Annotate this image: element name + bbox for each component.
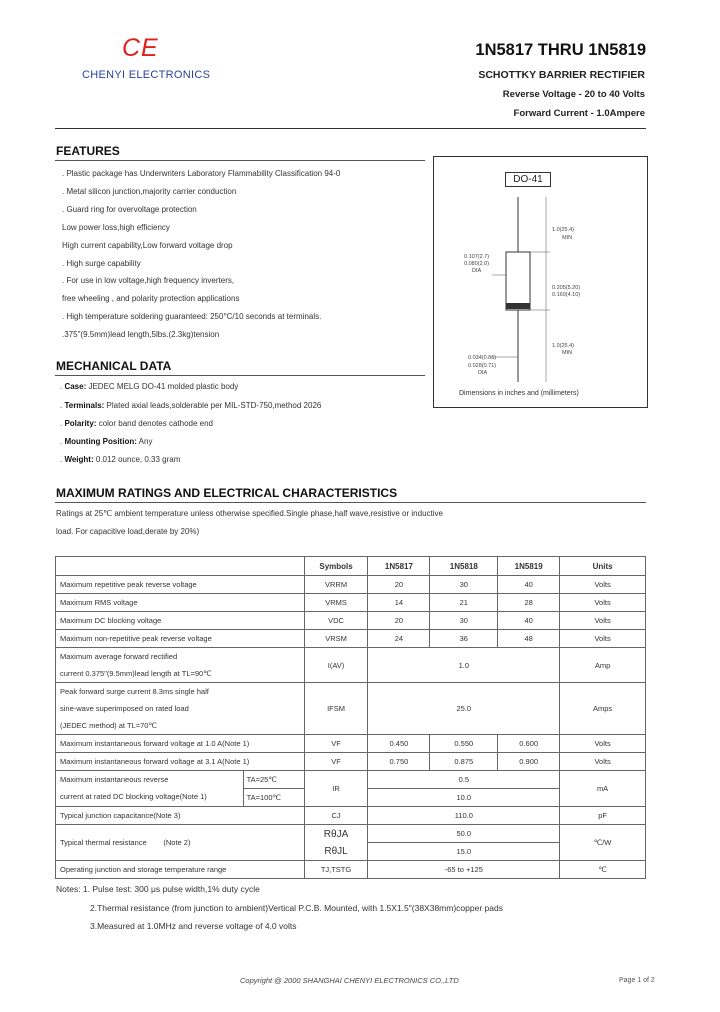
ratings-note-1: Ratings at 25℃ ambient temperature unless otherwise specified.Single phase,half wave,resistive or inductive [56, 509, 443, 518]
features-underline [55, 160, 425, 161]
value-cell: 40 [498, 576, 560, 594]
param-cell: Maximum RMS voltage [56, 594, 305, 612]
value-cell: 0.600 [498, 735, 560, 753]
value-cell: 30 [430, 612, 498, 630]
value-cell: 0.875 [430, 753, 498, 771]
dim-body-dia-a: 0.107(2.7) [464, 254, 490, 260]
value-cell: 0.550 [430, 735, 498, 753]
feature-item: . For use in low voltage,high frequency inverters, [62, 276, 235, 285]
mech-item-mounting: . Mounting Position: Any [60, 437, 153, 446]
table-row [56, 576, 646, 594]
value-cell: 28 [498, 594, 560, 612]
value-cell: 20 [368, 576, 430, 594]
param-cell: Peak forward surge current 8.3ms single half sine-wave superimposed on rated load (JEDEC method) at TL=70℃ [56, 683, 305, 735]
feature-item: . High surge capability [62, 259, 141, 268]
table-row [56, 630, 646, 648]
reverse-voltage-spec: Reverse Voltage - 20 to 40 Volts [502, 89, 645, 100]
mechanical-underline [55, 375, 425, 376]
header-cell: 1N5819 [498, 557, 560, 576]
ir-temp-25: TA=25℃ [244, 771, 304, 789]
symbol-cell: VRSM [304, 630, 368, 648]
unit-cell: Amps [560, 683, 646, 735]
param-cell: Maximum repetitive peak reverse voltage [56, 576, 305, 594]
dim-wire-dia-unit: DIA [478, 370, 488, 376]
value-cell: 48 [498, 630, 560, 648]
part-title: 1N5817 THRU 1N5819 [475, 41, 646, 59]
dim-body-len-a: 0.205(5.20) [552, 285, 581, 291]
dim-lead-bot: 1.0(25.4) [552, 343, 575, 349]
feature-item: High current capability,Low forward voltage drop [62, 241, 233, 250]
dim-wire-dia-b: 0.028(0.71) [468, 363, 497, 369]
product-subtitle: SCHOTTKY BARRIER RECTIFIER [478, 69, 645, 81]
unit-cell: Volts [560, 630, 646, 648]
table-row [56, 612, 646, 630]
mechanical-heading: MECHANICAL DATA [56, 359, 172, 373]
param-cell: Maximum instantaneous forward voltage at 3.1 A(Note 1) [56, 753, 305, 771]
value-cell: 25.0 [368, 683, 560, 735]
symbol-cell: CJ [304, 807, 368, 825]
mech-item-polarity: . Polarity: color band denotes cathode end [60, 419, 214, 428]
param-cell: Operating junction and storage temperature range [56, 861, 305, 879]
value-cell: 0.750 [368, 753, 430, 771]
value-cell: 0.5 10.0 [368, 771, 560, 807]
table-row [56, 648, 646, 683]
ir-temp-100: TA=100℃ [246, 793, 281, 802]
company-logo: CE [122, 34, 159, 62]
feature-item: . High temperature soldering guaranteed: 250°C/10 seconds at terminals. [62, 312, 322, 321]
value-cell: 30 [430, 576, 498, 594]
value-cell: 21 [430, 594, 498, 612]
feature-item: . Guard ring for overvoltage protection [62, 205, 197, 214]
param-cell: Maximum instantaneous forward voltage at 1.0 A(Note 1) [56, 735, 305, 753]
feature-item: .375"(9.5mm)lead length,5lbs.(2.3kg)tension [62, 330, 220, 339]
header-cell: Units [560, 557, 646, 576]
unit-cell: Volts [560, 594, 646, 612]
header-divider [55, 128, 646, 129]
symbol-cell: VDC [304, 612, 368, 630]
value-cell: -65 to +125 [368, 861, 560, 879]
diode-drawing [434, 157, 647, 407]
note-2: 2.Thermal resistance (from junction to ambient)Vertical P.C.B. Mounted, with 1.5X1.5"(38X38mm)copper pads [90, 903, 503, 913]
dim-lead-top-min: MIN [562, 235, 573, 241]
package-diagram [433, 156, 648, 408]
symbol-cell: RθJA RθJL [304, 825, 368, 861]
unit-cell: mA [560, 771, 646, 807]
feature-item: . Plastic package has Underwriters Laboratory Flammability Classification 94-0 [62, 169, 341, 178]
unit-cell: ℃ [560, 861, 646, 879]
value-cell: 14 [368, 594, 430, 612]
features-heading: FEATURES [56, 144, 120, 158]
mech-item-case: . Case: JEDEC MELG DO-41 molded plastic body [60, 382, 239, 391]
forward-current-spec: Forward Current - 1.0Ampere [513, 108, 645, 119]
symbol-cell: TJ,TSTG [304, 861, 368, 879]
param-cell: Maximum instantaneous reverse current at rated DC blocking voltage(Note 1) TA=25℃ TA=100℃ [56, 771, 305, 807]
value-cell: 110.0 [368, 807, 560, 825]
note-3: 3.Measured at 1.0MHz and reverse voltage of 4.0 volts [90, 921, 297, 931]
table-row [56, 771, 646, 807]
mech-item-weight: . Weight: 0.012 ounce, 0.33 gram [60, 455, 181, 464]
feature-item: . Metal silicon junction,majority carrier conduction [62, 187, 237, 196]
value-cell: 50.0 15.0 [368, 825, 560, 861]
symbol-cell: I(AV) [304, 648, 368, 683]
ratings-table [55, 556, 646, 879]
param-cell: Typical junction capacitance(Note 3) [56, 807, 305, 825]
package-label: DO-41 [505, 172, 551, 187]
header-cell: 1N5818 [430, 557, 498, 576]
symbol-cell: VF [304, 753, 368, 771]
param-cell: Maximum average forward rectified current 0.375"(9.5mm)lead length at TL=90℃ [56, 648, 305, 683]
diagram-caption: Dimensions in inches and (millimeters) [459, 390, 579, 397]
unit-cell: Volts [560, 612, 646, 630]
value-cell: 1.0 [368, 648, 560, 683]
symbol-cell: IR [304, 771, 368, 807]
symbol-cell: VRMS [304, 594, 368, 612]
mech-item-terminals: . Terminals: Plated axial leads,solderable per MIL-STD-750,method 2026 [60, 401, 322, 410]
symbol-cell: VRRM [304, 576, 368, 594]
symbol-cell: IFSM [304, 683, 368, 735]
param-cell: Typical thermal resistance (Note 2) [56, 825, 305, 861]
unit-cell: Volts [560, 576, 646, 594]
page-number: Page 1 of 2 [619, 977, 655, 984]
value-cell: 0.900 [498, 753, 560, 771]
value-cell: 36 [430, 630, 498, 648]
value-cell: 20 [368, 612, 430, 630]
ratings-heading: MAXIMUM RATINGS AND ELECTRICAL CHARACTERISTICS [56, 486, 398, 500]
ratings-underline [55, 502, 646, 503]
dim-lead-bot-min: MIN [562, 350, 573, 356]
copyright: Copyright @ 2000 SHANGHAI CHENYI ELECTRONICS CO.,LTD [240, 976, 459, 985]
table-row [56, 861, 646, 879]
unit-cell: pF [560, 807, 646, 825]
feature-item: free wheeling , and polarity protection applications [62, 294, 240, 303]
symbol-cell: VF [304, 735, 368, 753]
table-row [56, 807, 646, 825]
param-cell: Maximum non-repetitive peak reverse voltage [56, 630, 305, 648]
unit-cell: Volts [560, 753, 646, 771]
dim-wire-dia-a: 0.034(0.86) [468, 355, 497, 361]
ratings-note-2: load. For capacitive load,derate by 20%) [56, 527, 200, 536]
table-row [56, 825, 646, 861]
value-cell: 40 [498, 612, 560, 630]
company-name: CHENYI ELECTRONICS [82, 69, 211, 81]
dim-body-dia-b: 0.080(2.0) [464, 261, 490, 267]
table-header-row [56, 557, 646, 576]
value-cell: 24 [368, 630, 430, 648]
table-row [56, 683, 646, 735]
header-cell [56, 557, 305, 576]
unit-cell: ℃/W [560, 825, 646, 861]
table-row [56, 735, 646, 753]
note-1: Notes: 1. Pulse test: 300 μs pulse width,1% duty cycle [56, 884, 260, 894]
dim-lead-top: 1.0(25.4) [552, 227, 575, 233]
dim-body-len-b: 0.160(4.10) [552, 292, 581, 298]
param-cell: Maximum DC blocking voltage [56, 612, 305, 630]
unit-cell: Volts [560, 735, 646, 753]
table-row [56, 594, 646, 612]
table-row [56, 753, 646, 771]
dim-body-dia-unit: DIA [472, 268, 482, 274]
feature-item: Low power loss,high efficiency [62, 223, 170, 232]
header-cell: 1N5817 [368, 557, 430, 576]
header-cell: Symbols [304, 557, 368, 576]
value-cell: 0.450 [368, 735, 430, 753]
unit-cell: Amp [560, 648, 646, 683]
